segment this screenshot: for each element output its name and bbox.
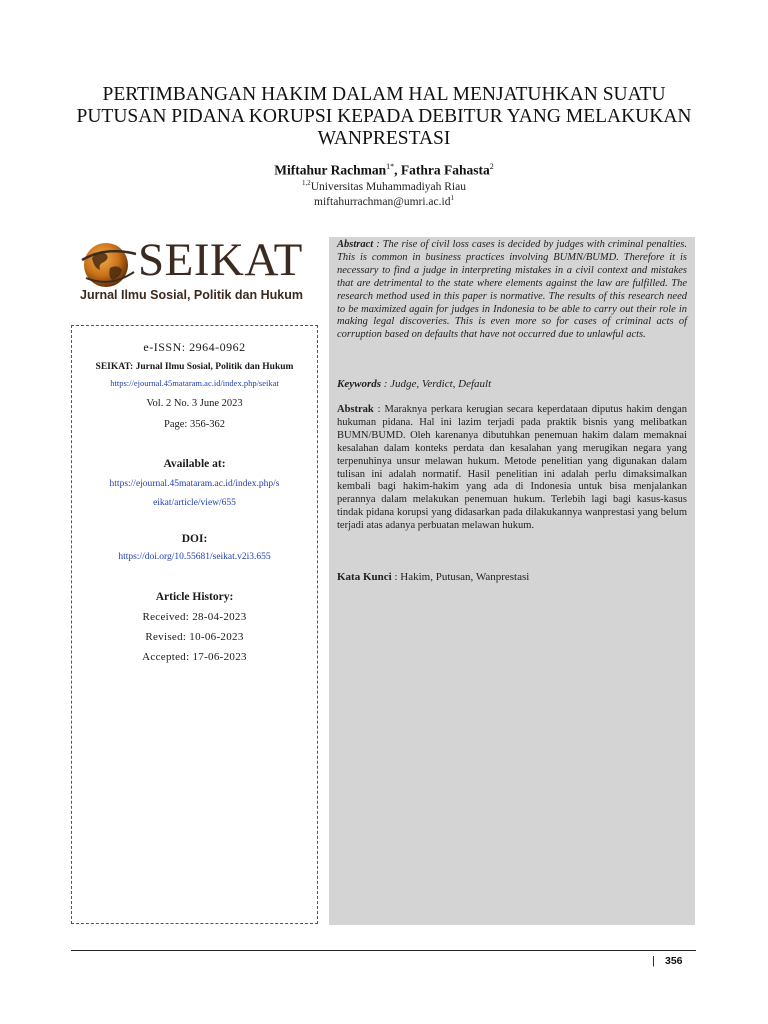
logo-subtitle: Jurnal Ilmu Sosial, Politik dan Hukum [80, 288, 303, 302]
volume-info: Vol. 2 No. 3 June 2023 [146, 398, 243, 409]
abstract-label: Abstract [337, 239, 374, 250]
page-number: 356 [665, 955, 683, 967]
keywords-text: : Judge, Verdict, Default [381, 378, 492, 390]
available-heading: Available at: [163, 458, 226, 470]
keywords-english [337, 378, 687, 390]
author-superscript: 2 [489, 162, 494, 171]
abstrak-label: Abstrak [337, 404, 374, 415]
abstract-indonesian [337, 404, 687, 533]
article-info-box [71, 325, 318, 924]
history-heading: Article History: [155, 591, 234, 603]
author-name: Miftahur Rachman [274, 162, 387, 178]
received-date: Received: 28-04-2023 [142, 611, 247, 623]
affiliation [0, 179, 768, 193]
author-name: Fathra Fahasta [400, 162, 490, 178]
title-line: PUTUSAN PIDANA KORUPSI KEPADA DEBITUR YANG MELAKUKAN [76, 106, 692, 127]
journal-url-link[interactable]: https://ejournal.45mataram.ac.id/index.php/seikat [110, 378, 279, 388]
doi-heading: DOI: [181, 533, 208, 545]
paper-title [60, 84, 708, 150]
email-superscript: 1 [450, 194, 454, 202]
affiliation-text: Universitas Muhammadiyah Riau [310, 180, 466, 193]
logo-wordmark: SEIKAT [138, 234, 303, 286]
footer-divider [71, 950, 696, 951]
kata-kunci-text: : Hakim, Putusan, Wanprestasi [391, 571, 530, 583]
title-line: WANPRESTASI [317, 128, 451, 149]
keywords-label: Keywords [337, 378, 381, 390]
page-range: Page: 356-362 [164, 419, 225, 430]
abstrak-text: : Maraknya perkara kerugian secara keperdataan diputus hakim dengan hukuman pidana. Hal ini lazim terjadi pada praktik bisnis yang melibatkan BUMN/BUMD. Oleh karenanya dibutuhkan penemuan hakim dalam memaknai kesalahan dalam konteks perdata dan kesalahan yang merugikan negara yang terpenuhinya unsur melawan hukum. Metode penelitian yang digunakan dalam tulisan ini adalah normatif. Hasil penelitian ini adalah perlu dimaksimalkan kembali bagi hakim-hakim yang ada di Indonesia untuk bisa menjalankan perannya dalam melakukan penemuan hukum. Terlebih lagi bagi kasus-kasus tindak pidana korupsi yang didasarkan pada dilakukannya wanprestasi yang belum terjadi atas adanya perbuatan melawan hukum. [337, 404, 687, 532]
article-url-link[interactable]: https://ejournal.45mataram.ac.id/index.php/s [109, 479, 280, 489]
author-superscript: 1* [386, 162, 395, 171]
abstract-text: : The rise of civil loss cases is decided by judges with criminal penalties. This is common in business practices involving BUMN/BUMD. Therefore it is necessary to find a judge in interpreting mistakes in a civil context and mistakes that are detrimental to the state where elements against the law are fulfilled. The research method used in this paper is normative. The results of this research need to be maximized again for judges in Indonesia to be able to carry out their role in making legal discoveries. This is even more so for cases of criminal acts of corruption based on defaults that have not occurred due to unlawful acts. [337, 239, 687, 341]
affiliation-superscript: 1,2 [302, 179, 311, 187]
abstract-panel [329, 237, 695, 925]
globe-icon [80, 238, 138, 290]
keywords-indonesian [337, 571, 687, 583]
author-separator: , [394, 162, 401, 178]
footer-separator: | [652, 955, 655, 967]
email-text: miftahurrachman@umri.ac.id [314, 195, 451, 208]
doi-link[interactable]: https://doi.org/10.55681/seikat.v2i3.655 [118, 552, 271, 562]
revised-date: Revised: 10-06-2023 [145, 631, 244, 643]
abstract-english [337, 239, 687, 342]
author-list [0, 162, 768, 179]
article-url-link-cont[interactable]: eikat/article/view/655 [153, 498, 236, 508]
author-email [0, 194, 768, 208]
issn: e-ISSN: 2964-0962 [143, 340, 246, 354]
title-line: PERTIMBANGAN HAKIM DALAM HAL MENJATUHKAN SUATU [102, 84, 666, 105]
accepted-date: Accepted: 17-06-2023 [142, 651, 247, 663]
journal-name: SEIKAT: Jurnal Ilmu Sosial, Politik dan Hukum [95, 362, 294, 372]
journal-logo [80, 234, 320, 308]
kata-kunci-label: Kata Kunci [337, 571, 392, 583]
